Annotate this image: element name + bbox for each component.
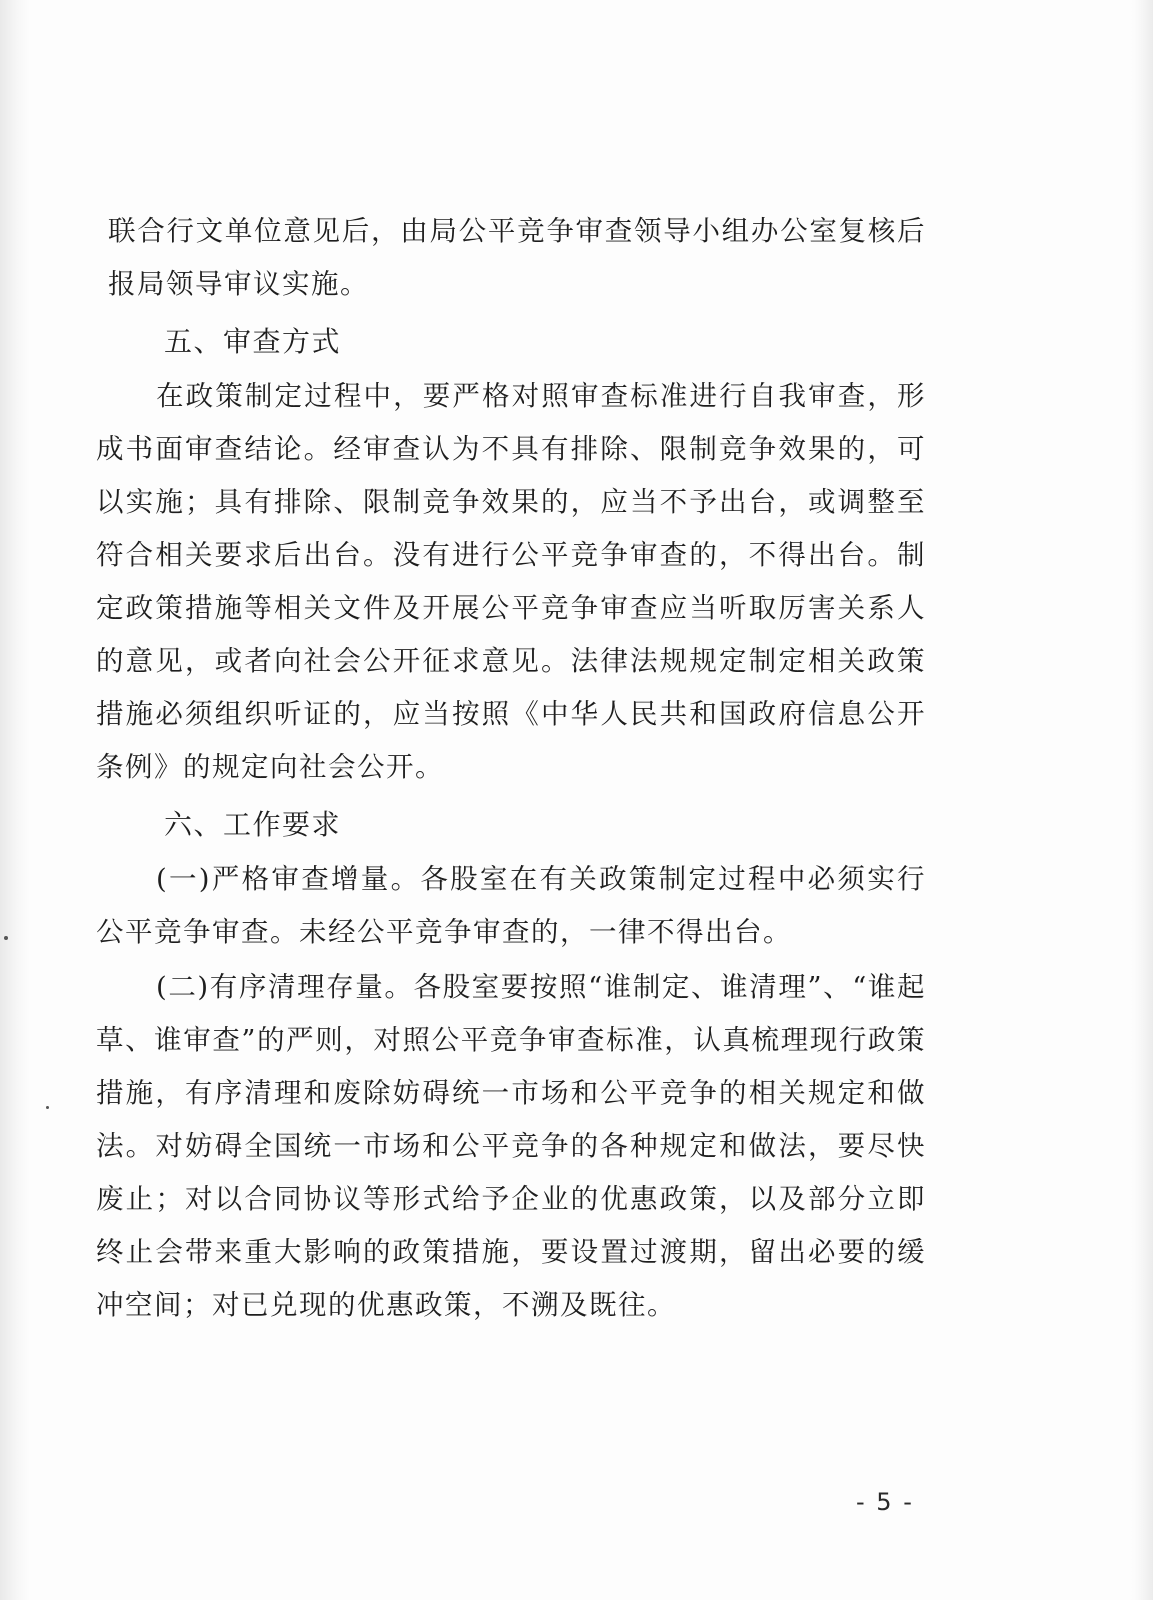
scan-edge-right [1131,0,1153,1600]
paragraph-review-method: 在政策制定过程中，要严格对照审查标准进行自我审查，形成书面审查结论。经审查认为不具有排除、限制竞争效果的，可以实施；具有排除、限制竞争效果的，应当不予出台，或调整至符合相关要求后出台。没有进行公平竞争审查的，不得出台。制定政策措施等相关文件及开展公平竞争审查应当听取厉害关系人的意见，或者向社会公开征求意见。法律法规规定制定相关政策措施必须组织听证的，应当按照《中华人民共和国政府信息公开条例》的规定向社会公开。 [96,380,926,783]
scan-speck [46,1106,49,1109]
section-heading-review-method: 五、审查方式 [164,325,342,358]
page-number: - 5 - [856,1488,914,1516]
document-body [96,205,926,1332]
paragraph-continuation: 联合行文单位意见后，由局公平竞争审查领导小组办公室复核后报局领导审议实施。 [108,215,926,300]
paragraph-orderly-cleanup-stock: (二)有序清理存量。各股室要按照“谁制定、谁清理”、“谁起草、谁审查”的严则，对照公平竞争审查标准，认真梳理现行政策措施，有序清理和废除妨碍统一市场和公平竞争的相关规定和做法。对妨碍全国统一市场和公平竞争的各种规定和做法，要尽快废止；对以合同协议等形式给予企业的优惠政策，以及部分立即终止会带来重大影响的政策措施，要设置过渡期，留出必要的缓冲空间；对已兑现的优惠政策，不溯及既往。 [96,971,926,1321]
section-heading-work-requirements: 六、工作要求 [164,808,342,841]
paragraph-strict-review-increment: (一)严格审查增量。各股室在有关政策制定过程中必须实行公平竞争审查。未经公平竞争审查的，一律不得出台。 [96,863,926,948]
scan-speck [4,936,8,940]
scan-edge-left [0,0,30,1600]
